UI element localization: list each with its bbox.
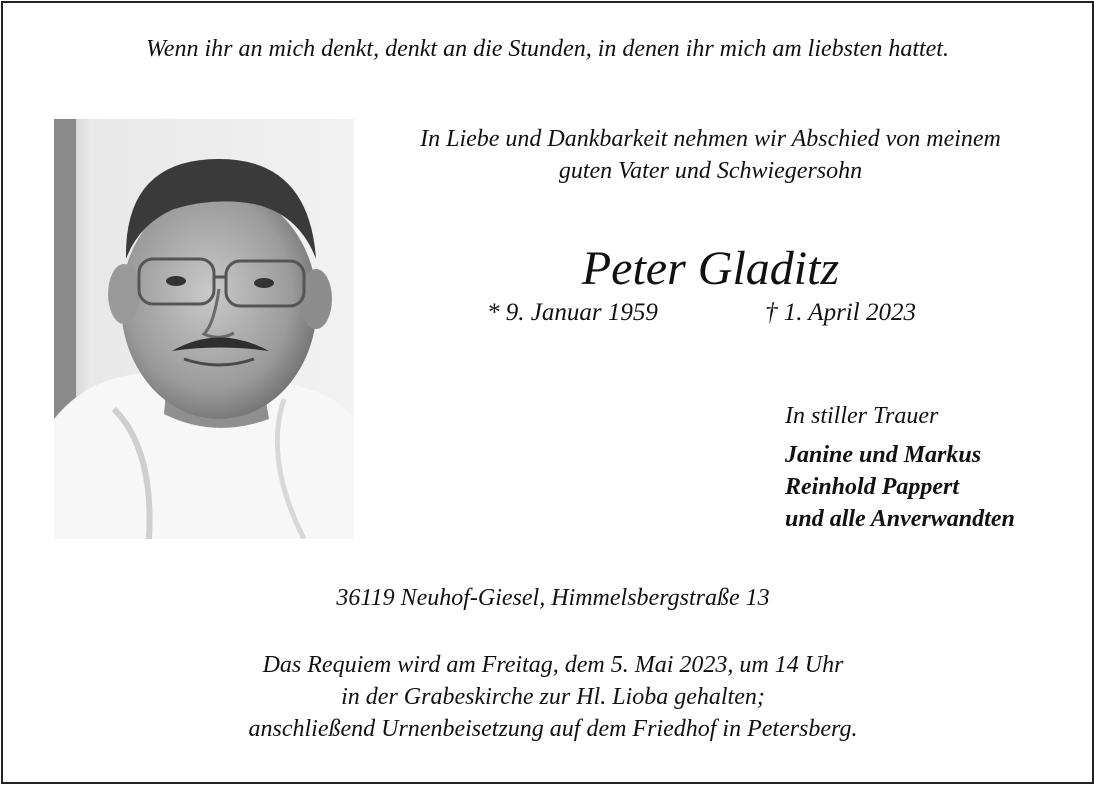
obituary-card: [1, 1, 1094, 784]
deceased-name: Peter Gladitz: [581, 242, 840, 295]
portrait-photo: [54, 119, 354, 539]
death-date: † 1. April 2023: [765, 299, 916, 326]
mourning-label: In stiller Trauer: [785, 403, 939, 429]
memorial-quote: Wenn ihr an mich denkt, denkt an die Stunden, in denen ihr mich am liebsten hattet.: [146, 36, 949, 62]
farewell-intro: [353, 123, 1068, 187]
farewell-intro-line-2: guten Vater und Schwiegersohn: [558, 158, 863, 184]
requiem-line-3: anschließend Urnenbeisetzung auf dem Friedhof in Petersberg.: [248, 716, 858, 742]
mourner-name: und alle Anverwandten: [785, 506, 1015, 532]
requiem-line-1: Das Requiem wird am Freitag, dem 5. Mai 2023, um 14 Uhr: [262, 652, 844, 678]
mourners-list: [785, 439, 1015, 535]
portrait-photo-icon: [54, 119, 354, 539]
family-address: 36119 Neuhof-Giesel, Himmelsbergstraße 13: [336, 585, 770, 611]
mourner-name: Janine und Markus: [785, 442, 982, 468]
requiem-line-2: in der Grabeskirche zur Hl. Lioba gehalten;: [341, 684, 765, 710]
requiem-notice: [3, 649, 1094, 745]
mourner-name: Reinhold Pappert: [785, 474, 960, 500]
birth-date: * 9. Januar 1959: [487, 299, 658, 326]
farewell-intro-line-1: In Liebe und Dankbarkeit nehmen wir Abschied von meinem: [420, 126, 1001, 152]
